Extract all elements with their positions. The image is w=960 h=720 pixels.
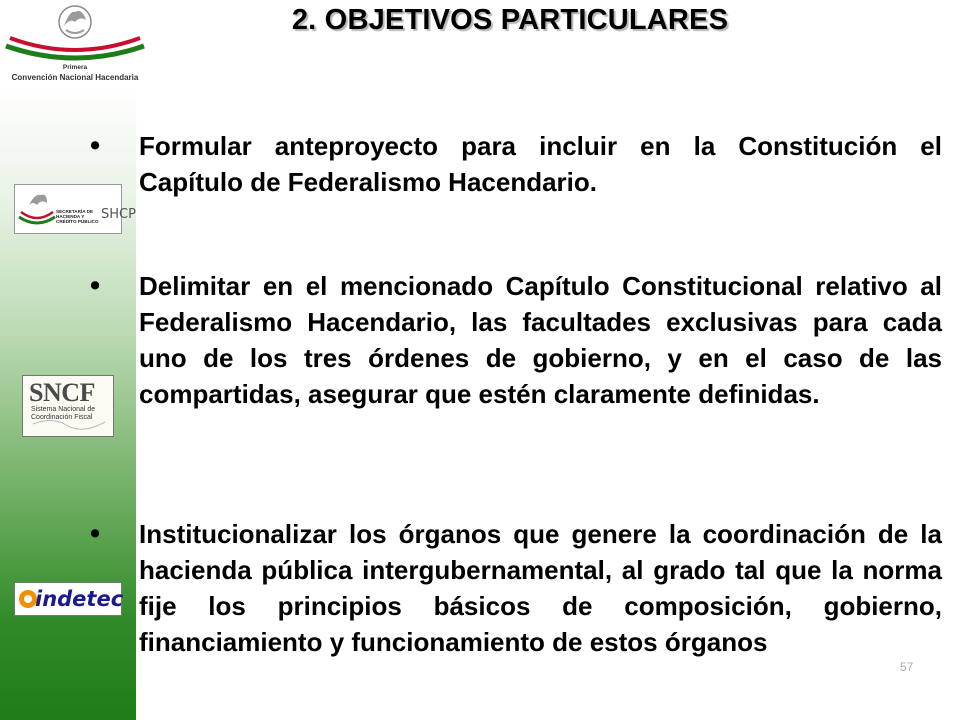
convencion-caption-line1: Primera (62, 64, 88, 71)
list-item-text: Formular anteproyecto para incluir en la Constitución el Capítulo de Federalismo Hacendario. (139, 131, 942, 197)
sncf-logo (22, 375, 114, 437)
bullet-icon: • (90, 130, 101, 162)
shcp-name: SECRETARÍA DE HACIENDA Y CRÉDITO PÚBLICO (56, 209, 99, 224)
shcp-logo (14, 184, 136, 234)
convencion-caption-line2: Convención Nacional Hacendaria (11, 73, 139, 82)
bullet-icon: • (90, 270, 101, 302)
indetec-wordmark: indetec (35, 587, 124, 611)
list-item-text: Delimitar en el mencionado Capítulo Constitucional relativo al Federalismo Hacendario, las facultades exclusivas para cada uno de los tres órdenes de gobierno, y en el caso de las compartidas, asegurar que estén claramente definidas. (139, 271, 942, 409)
sncf-line1: Sistema Nacional de (31, 406, 96, 413)
page-number: 57 (900, 660, 914, 674)
sncf-abbr: SNCF (29, 378, 95, 407)
sncf-line2: Coordinación Fiscal (31, 414, 93, 421)
shcp-eagle-icon (15, 185, 59, 231)
page-title: 2. OBJETIVOS PARTICULARES (291, 4, 729, 36)
indetec-logo (14, 582, 122, 616)
shcp-abbr: SHCP (101, 207, 136, 222)
bullet-icon: • (90, 518, 101, 550)
list-item-text: Institucionalizar los órganos que genere la coordinación de la hacienda pública intergubernamental, al grado tal que la norma fije los principios básicos de composición, gobierno, financiamiento y funcionamiento de estos órganos (139, 519, 942, 657)
